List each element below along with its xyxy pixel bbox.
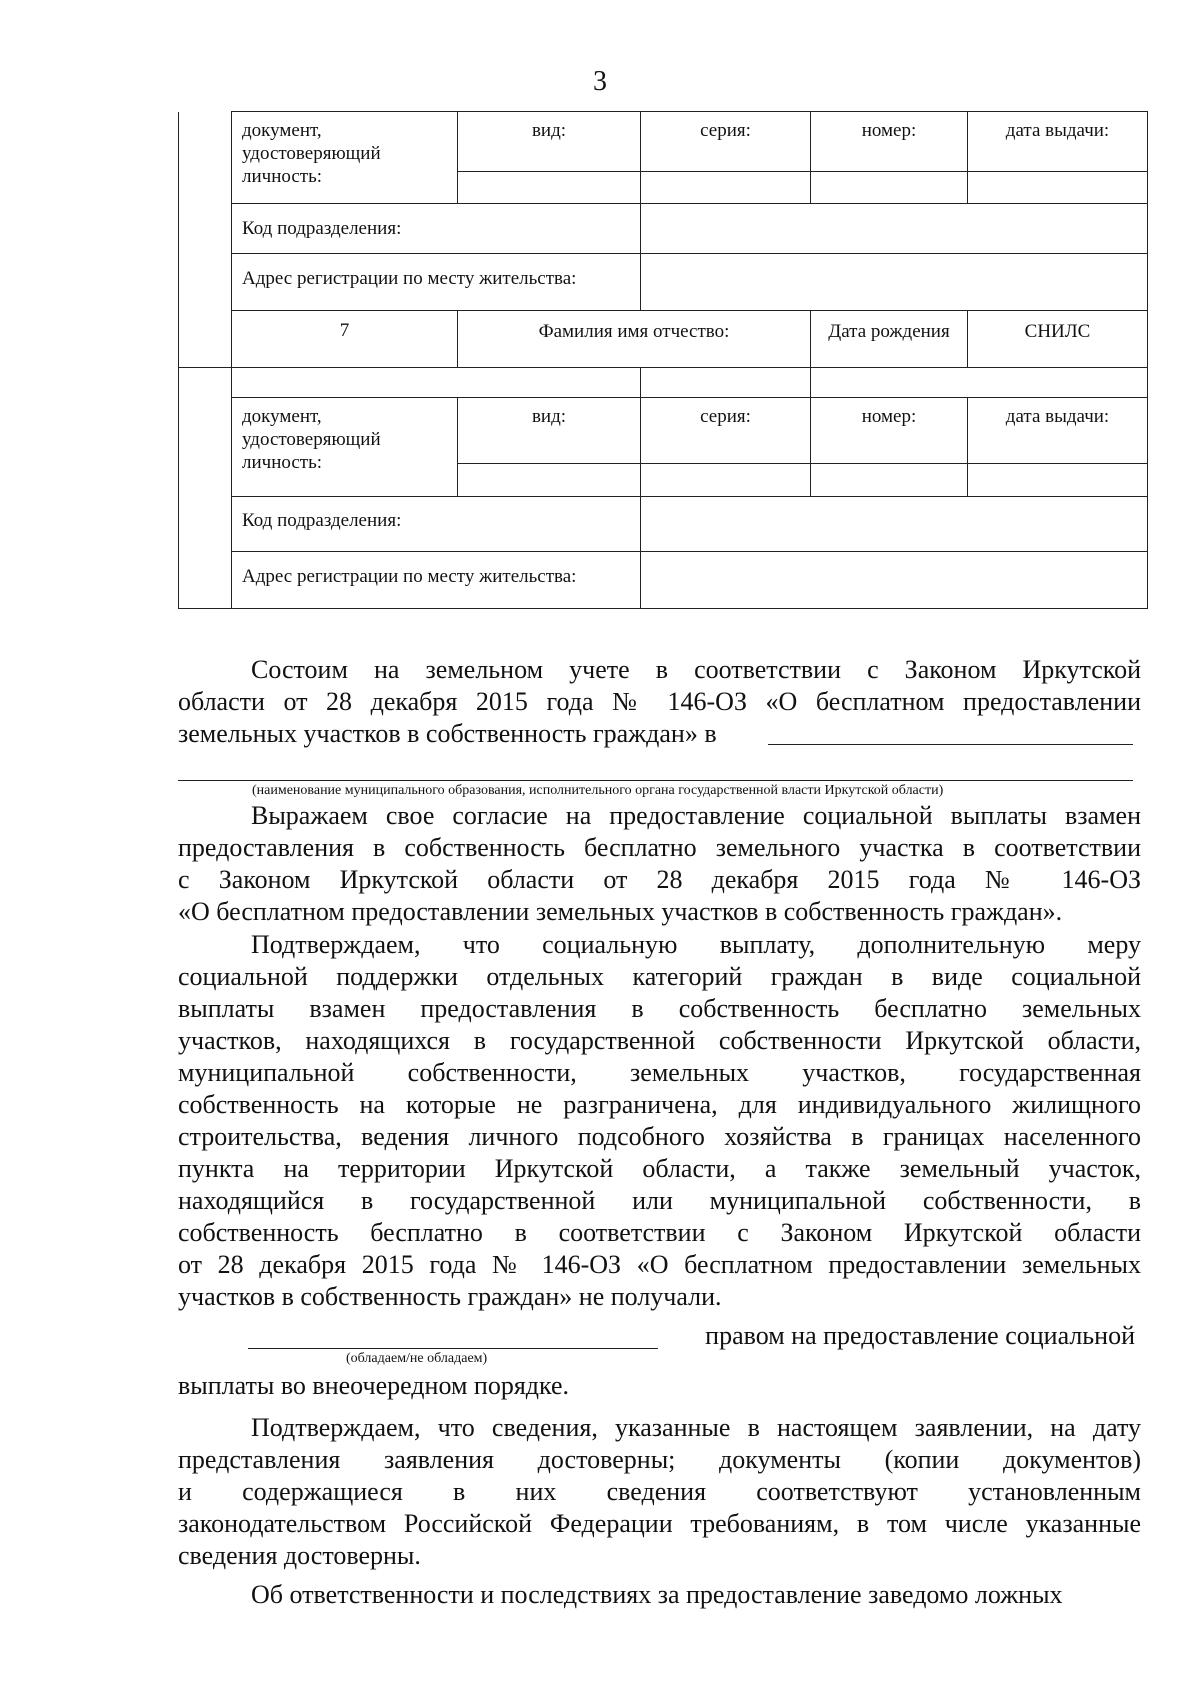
doc-issue-date-header: дата выдачи: bbox=[968, 112, 1148, 172]
paragraph-land-registry: Состоим на земельном учете в соответствии с Законом Иркутской области от 28 декабря 2015 года № 146-ОЗ «О бесплатном предоставлении земельных участков в собственность граждан» в bbox=[178, 655, 1141, 748]
row-number-cell bbox=[179, 368, 232, 609]
doc-issue-date-field[interactable] bbox=[968, 172, 1148, 204]
snils-header: СНИЛС bbox=[968, 311, 1148, 368]
caption-municipality: (наименование муниципального образования, исполнительного органа государственной власти Иркутской области) bbox=[252, 783, 944, 798]
address-field[interactable] bbox=[641, 552, 1148, 609]
page-number: 3 bbox=[593, 66, 607, 97]
division-code-label: Код подразделения: bbox=[232, 204, 641, 254]
paragraph-right-tail: правом на предоставление социальной bbox=[705, 1321, 1135, 1350]
doc-type-header: вид: bbox=[458, 398, 641, 464]
row-number-cell bbox=[179, 112, 232, 368]
division-code-label: Код подразделения: bbox=[232, 497, 641, 552]
division-code-field[interactable] bbox=[641, 204, 1148, 254]
paragraph-consent: Выражаем свое согласие на предоставление социальной выплаты взамен предоставления в собственность бесплатно земельного участка в соответствии с Законом Иркутской области от 28 декабря 2015 года № 146-ОЗ «О бесплатном предоставлении земельных участков в собственность граждан». bbox=[178, 801, 1141, 926]
birth-date-header: Дата рождения bbox=[811, 311, 968, 368]
doc-number-header: номер: bbox=[811, 398, 968, 464]
doc-issue-date-field[interactable] bbox=[968, 464, 1148, 497]
id-document-label: документ, удостоверяющий личность: bbox=[232, 398, 458, 497]
row-number-7: 7 bbox=[232, 311, 458, 368]
doc-number-field[interactable] bbox=[811, 172, 968, 204]
doc-series-field[interactable] bbox=[641, 172, 811, 204]
municipality-blank-line-2[interactable] bbox=[178, 780, 1133, 781]
doc-type-field[interactable] bbox=[458, 172, 641, 204]
doc-number-header: номер: bbox=[811, 112, 968, 172]
paragraph-confirmation: Подтверждаем, что социальную выплату, дополнительную меру социальной поддержки отдельных категорий граждан в виде социальной выплаты взамен предоставления в собственность бесплатно земельных участков, находящихся в государственной собственности Иркутской области, муниципальной собственности, земельных участков, государственная собственность на которые не разграничена, для индивидуального жилищного строительства, ведения личного подсобного хозяйства в границах населенного пункта на территории Иркутской области, а также земельный участок, находящийся в государственной или муниципальной собственности, в собственность бесплатно в соответствии с Законом Иркутской области от 28 декабря 2015 года № 146-ОЗ «О бесплатном предоставлении земельных участков в собственность граждан» не получали. bbox=[178, 930, 1141, 1311]
paragraph-responsibility: Об ответственности и последствиях за предоставление заведомо ложных bbox=[251, 1580, 1063, 1609]
paragraph-right-continuation: выплаты во внеочередном порядке. bbox=[178, 1371, 570, 1400]
doc-series-header: серия: bbox=[641, 398, 811, 464]
paragraph-accuracy: Подтверждаем, что сведения, указанные в настоящем заявлении, на дату представления заявления достоверны; документы (копии документов) и содержащиеся в них сведения соответствуют установленным законодательством Российской Федерации требованиям, в том числе указанные сведения достоверны. bbox=[178, 1413, 1141, 1570]
municipality-blank-line-1[interactable] bbox=[768, 744, 1133, 745]
division-code-field[interactable] bbox=[641, 497, 1148, 552]
right-status-blank-line[interactable] bbox=[248, 1348, 658, 1349]
address-label: Адрес регистрации по месту жительства: bbox=[232, 552, 641, 609]
caption-right-status: (обладаем/не обладаем) bbox=[346, 1351, 488, 1366]
address-label: Адрес регистрации по месту жительства: bbox=[232, 254, 641, 311]
applicant-table bbox=[178, 111, 1148, 609]
doc-series-header: серия: bbox=[641, 112, 811, 172]
doc-number-field[interactable] bbox=[811, 464, 968, 497]
address-field[interactable] bbox=[641, 254, 1148, 311]
birth-date-field[interactable] bbox=[641, 368, 811, 398]
doc-issue-date-header: дата выдачи: bbox=[968, 398, 1148, 464]
full-name-header: Фамилия имя отчество: bbox=[458, 311, 811, 368]
doc-type-field[interactable] bbox=[458, 464, 641, 497]
doc-series-field[interactable] bbox=[641, 464, 811, 497]
id-document-label: документ, удостоверяющий личность: bbox=[232, 112, 458, 204]
snils-field[interactable] bbox=[811, 368, 1148, 398]
full-name-field[interactable] bbox=[232, 368, 641, 398]
doc-type-header: вид: bbox=[458, 112, 641, 172]
